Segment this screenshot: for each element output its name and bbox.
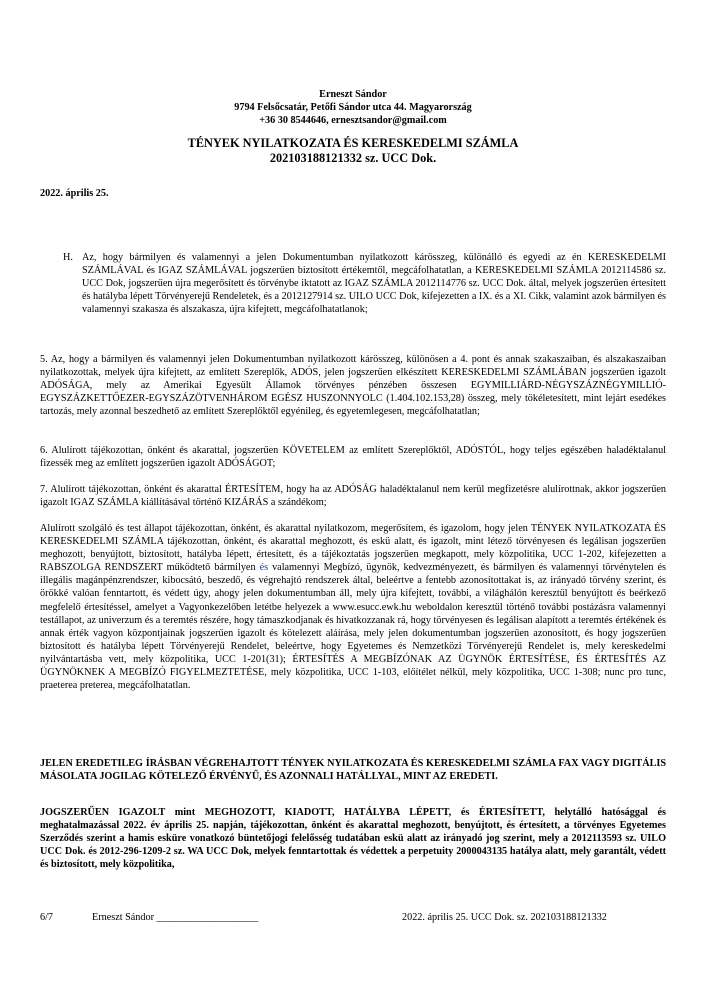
title-line-2: 202103188121332 sz. UCC Dok. — [269, 150, 437, 165]
document-title — [0, 136, 706, 165]
bold-statement-certification: JOGSZERŰEN IGAZOLT mint MEGHOZOTT, KIADOTT, HATÁLYBA LÉPETT, és ÉRTESÍTETT, helytálló hatósággal és meghatalmazással 2022. év április 25. napján, tájékozottan, önként és akarattal meghozott, benyújtott, és értesített, a törvényes Egyetemes Szerződés szerint a hamis esküre vonatkozó büntetőjogi felelősség tudatában eskü alatt az irányadó jog szerint, mely a 2012113593 sz. UILO UCC Dok. és 2012-296-1209-2 sz. WA UCC Dok, melyek fenntartottak és védettek a perpetuity 2000043135 hatálya alatt, mely garantált, védett és biztosított, mely közpolitika, — [40, 807, 666, 871]
footer-page-number: 6/7 — [40, 912, 54, 923]
bold-statement-copy-validity: JELEN EREDETILEG ÍRÁSBAN VÉGREHAJTOTT TÉNYEK NYILATKOZATA ÉS KERESKEDELMI SZÁMLA FAX VAGY DIGITÁLIS MÁSOLATA JOGILAG KÖTELEZŐ ÉRVÉNYŰ, ÉS AZONNALI HATÁLLYAL, MINT AZ EREDETI. — [40, 758, 666, 783]
section-h-text: Az, hogy bármilyen és valamennyi a jelen Dokumentumban nyilatkozott kárösszeg, különálló és egyedi az én KERESKEDELMI SZÁMLÁVAL és IGAZ SZÁMLÁVAL jogszerűen biztosított értékemtől, megcáfolhatatlan, a KERESKEDELMI SZÁMLA 2012114586 sz. UCC Dok, jogszerűen újra megerősített és törvénybe iktatott az IGAZ SZÁMLA 2012114776 sz. UCC Dok. által, melyek jogszerűen értesített és hatályba lépett Törvényerejű Rendeletek, és a 2012127914 sz. UILO UCC Dok, kifejezetten a IX. és a XI. Cikk, valamint azok bármilyen és valamennyi szakasza és alszakasza, újra kifejtett, megcáfolhatatlanok; — [82, 252, 666, 316]
paragraph-main-highlight: és — [259, 562, 269, 574]
section-h-marker: H. — [63, 252, 73, 263]
paragraph-7: 7. Alulírott tájékozottan, önként és akarattal ÉRTESÍTEM, hogy ha az ADÓSÁG haladéktalanul nem kerül megfizetésre alulírottnak, akkor jogszerűen igazolt IGAZ SZÁMLA kiállításával történő KIZÁRÁS a szándékom; — [40, 484, 666, 509]
paragraph-main — [40, 522, 666, 692]
sender-contact: +36 30 8544646, ernesztsandor@gmail.com — [259, 115, 447, 126]
footer-signature-line: Erneszt Sándor ____________________ — [92, 912, 259, 923]
paragraph-main-part-2: valamennyi Megbízó, ügynök, kedvezményezett, és bármilyen és valamennyi törvénytelen és illegális magánpénzrendszer, kibocsátó, beszedő, és végrehajtó rendszerek által, beleértve a fentebb azonosítottakat is, az irányadó törvény szerint, és örökké valóan fenntartott, és védett úgy, ahogy jelen dokumentumban áll, mely újra kifejtett, további, a világhálón keresztül benyújtott és beérkező megfelelő értesítéssel, amelyet a Vagyonkezelőben letétbe helyezek a www.esucc.ewk.hu weboldalon keresztül történő további postázásra valamennyi testállapot, az univerzum és a teremtés részére, hogy támaszkodjanak és hivatkozzanak rá, hogy törvényesen és legálisan alapított a teremtés értékének és annak érték vagyon központjainak jogszerűen igazolt és kötelezett aláírása, mely jelen dokumentumban jogszerűen azonosított, és hogy jogszerűen biztosított és hatályba lépett Törvényerejű Rendelet, beleértve, hogy Egyetemes és Nemzetközi Törvényerejű Rendelet is, mely kereskedelmi nyilvántartásba vett, mely közpolitika, UCC 1-201(31); ÉRTESÍTÉS A MEGBÍZÓNAK AZ ÜGYNÖK ÉRTESÍTÉSE, ÉS ÉRTESÍTÉS AZ ÜGYNÖKNEK A MEGBÍZÓ FIGYELMEZTETÉSE, mely közpolitika, UCC 1-103, előítélet nélkül, mely közpolitika, UCC 1-308; nunc pro tunc, praeterea preterea, megcáfolhatatlan. — [40, 562, 667, 692]
footer-reference: 2022. április 25. UCC Dok. sz. 202103188121332 — [402, 912, 607, 923]
paragraph-main-part-1: Alulírott szolgáló és test állapot tájékozottan, önként, és akarattal nyilatkozom, megerősítem, és igazolom, hogy jelen TÉNYEK NYILATKOZATA ÉS KERESKEDELMI SZÁMLA tájékozottan, önként, és akarattal meghozott, és eskü alatt, és igazolt, mint létező törvényesen és legálisan jogszerűen meghozott, benyújtott, biztosított, hatályba lépett, értesített, és a tájékoztatás jogszerűen megkapott, mely közpolitika, UCC 1-202, kifejezetten a RABSZOLGA RENDSZERT működtető bármilyen — [40, 523, 666, 574]
sender-name: Erneszt Sándor — [319, 89, 387, 100]
title-line-1: TÉNYEK NYILATKOZATA ÉS KERESKEDELMI SZÁMLA — [187, 136, 519, 150]
sender-header — [0, 88, 706, 127]
paragraph-5: 5. Az, hogy a bármilyen és valamennyi jelen Dokumentumban nyilatkozott kárösszeg, különösen a 4. pont és annak szakaszaiban, és alszakaszaiban nyilatkozottak, melyek újra kifejtett, az említett Szereplők, ADÓS, jelen jogszerűen elkészített KERESKEDELMI SZÁMLÁBAN jogszerűen igazolt ADÓSÁGA, mely az Amerikai Egyesült Államok törvényes pénzében összesen EGYMILLIÁRD-NÉGYSZÁZNÉGYMILLIÓ-EGYSZÁZKETTŐEZER-EGYSZÁZÖTVENHÁROM EGÉSZ HUSZONNYOLC (1.404.102.153,28) összeg, mely tökéletesített, mint lejárt esedékes tartozás, mely azonnal beszedhető az említett Szereplőktől egyénileg, és egyetemlegesen, megcáfolhatatlan; — [40, 354, 666, 418]
sender-address: 9794 Felsőcsatár, Petőfi Sándor utca 44. Magyarország — [234, 102, 472, 113]
document-date: 2022. április 25. — [40, 188, 109, 199]
paragraph-6: 6. Alulírott tájékozottan, önként és akarattal, jogszerűen KÖVETELEM az említett Szereplőktől, ADÓSTÓL, hogy teljes egészében haladéktalanul fizessék meg az említett jogszerűen igazolt ADÓSÁGOT; — [40, 445, 666, 470]
